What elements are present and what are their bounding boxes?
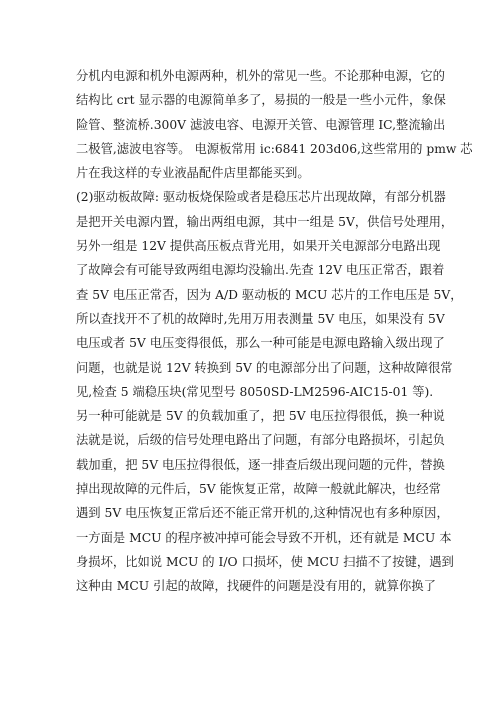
- text-line-1: 分机内电源和机外电源两种，机外的常见一些。不论那种电源，它的: [76, 69, 445, 83]
- text-line-2: 结构比 crt 显示器的电源简单多了，易损的一般是一些小元件，象保: [76, 93, 446, 108]
- text-line-5: 片在我这样的专业液晶配件店里都能买到。: [76, 166, 310, 181]
- text-line-8: 另外一组是 12V 提供高压板点背光用，如果开关电源部分电路出现: [76, 239, 441, 254]
- text-line-11: 所以查找开不了机的故障时,先用万用表测量 5V 电压，如果没有 5V: [76, 311, 445, 326]
- text-line-15: 另一种可能就是 5V 的负载加重了，把 5V 电压拉得很低，换一种说: [76, 409, 445, 424]
- text-line-7: 是把开关电源内置，输出两组电源，其中一组是 5V，供信号处理用，: [76, 214, 454, 229]
- text-line-10: 查 5V 电压正常否，因为 A/D 驱动板的 MCU 芯片的工作电压是 5V，: [76, 287, 463, 302]
- text-line-21: 身损坏，比如说 MCU 的 I/O 口损坏，使 MCU 扫描不了按键，遇到: [76, 554, 454, 569]
- text-line-19: 遇到 5V 电压恢复正常后还不能正常开机的,这种情况也有多种原因，: [76, 506, 449, 521]
- text-line-18: 掉出现故障的元件后，5V 能恢复正常，故障一般就此解决，也经常: [76, 482, 441, 497]
- text-line-3: 险管、整流桥.300V 滤波电容、电源开关管、电源管理 IC,整流输出: [76, 117, 446, 132]
- text-line-14: 见,检查 5 端稳压块(常见型号 8050SD-LM2596-AIC15-01 等).: [76, 384, 434, 399]
- text-line-20: 一方面是 MCU 的程序被冲掉可能会导致不开机，还有就是 MCU 本: [76, 530, 452, 545]
- text-line-6: (2)驱动板故障: 驱动板烧保险或者是稳压芯片出现故障，有部分机器: [76, 190, 446, 205]
- text-line-17: 载加重，把 5V 电压拉得很低，逐一排查后级出现问题的元件，替换: [76, 457, 445, 472]
- document-body: [76, 64, 473, 599]
- text-line-16: 法就是说，后级的信号处理电路出了问题，有部分电路损坏，引起负: [76, 433, 445, 448]
- text-line-22: 这种由 MCU 引起的故障，找硬件的问题是没有用的，就算你换了: [76, 579, 436, 594]
- text-line-9: 了故障会有可能导致两组电源均没输出.先查 12V 电压正常否，跟着: [76, 263, 445, 278]
- text-line-12: 电压或者 5V 电压变得很低，那么一种可能是电源电路输入级出现了: [76, 336, 445, 351]
- text-line-13: 问题，也就是说 12V 转换到 5V 的电源部分出了问题，这种故障很常: [76, 360, 453, 375]
- text-line-4: 二极管,滤波电容等。 电源板常用 ic:6841 203d06,这些常用的 pmw 芯: [76, 141, 473, 156]
